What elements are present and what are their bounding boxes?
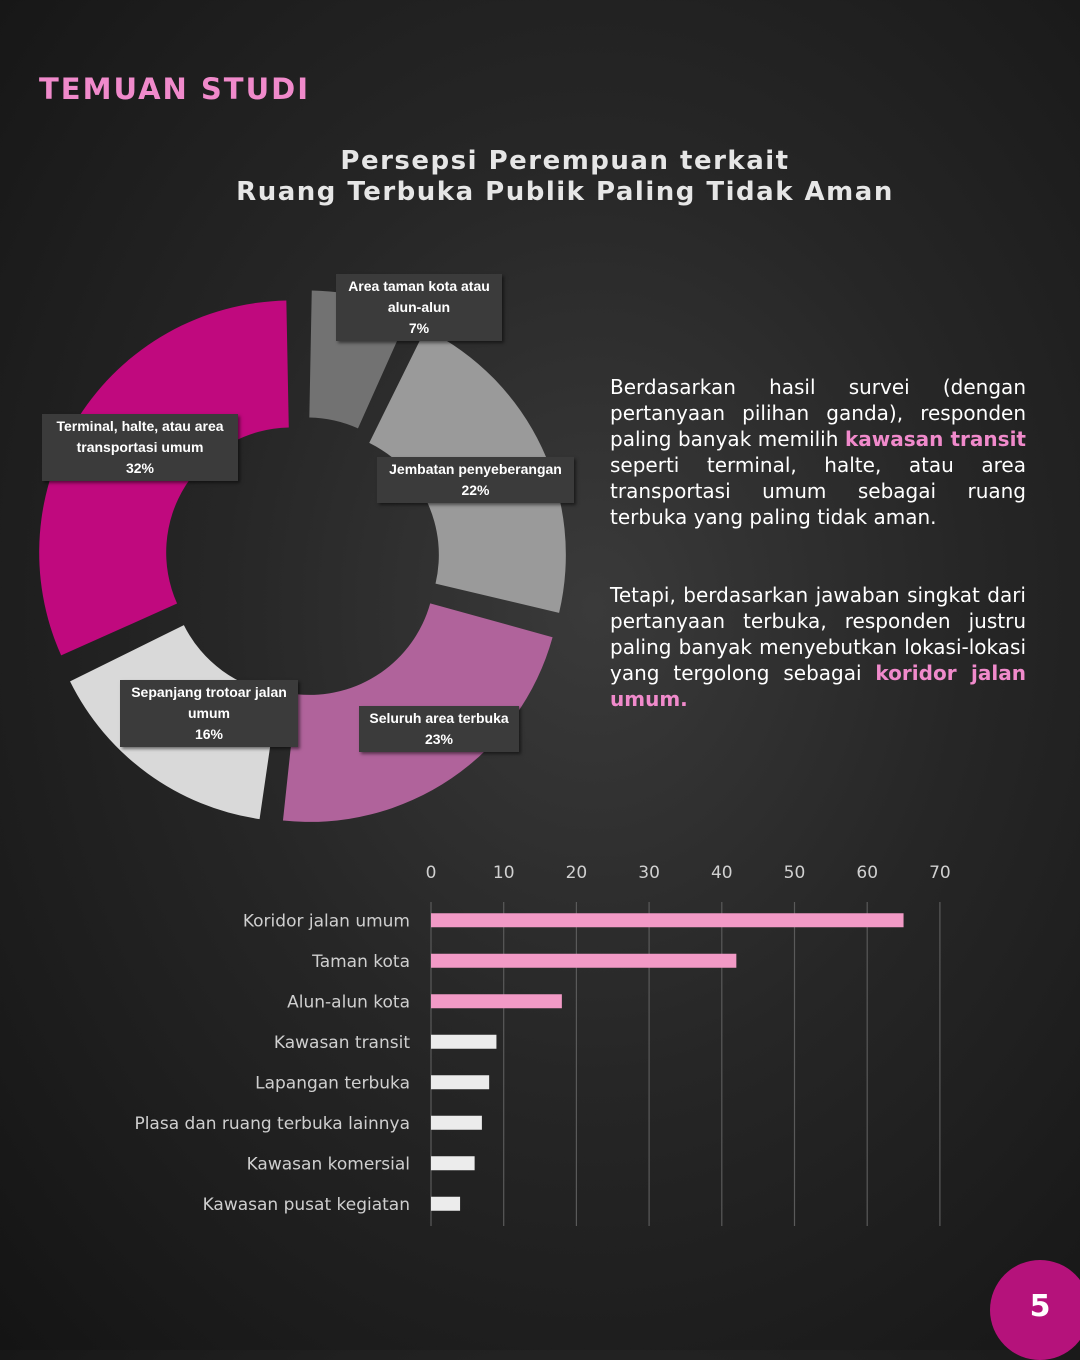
bar [431, 1156, 475, 1170]
category-label: Kawasan pusat kegiatan [202, 1194, 410, 1215]
callout-percent: 22% [461, 482, 490, 498]
callout-label: Area taman kota atau alun-alun [348, 278, 490, 315]
paragraph-text: Berdasarkan hasil survei (dengan pertanyaan pilihan ganda), responden paling banyak memilih [610, 375, 1026, 451]
paragraph-text: seperti terminal, halte, atau area transportasi umum sebagai ruang terbuka yang paling tidak aman. [610, 453, 1026, 529]
callout-trotoar [120, 680, 298, 747]
paragraph-survey [610, 374, 1026, 530]
category-label: Lapangan terbuka [255, 1073, 410, 1094]
callout-area-taman [336, 274, 502, 341]
category-label: Kawasan transit [273, 1032, 410, 1053]
callout-percent: 16% [194, 726, 224, 742]
section-title: TEMUAN STUDI [39, 72, 310, 106]
chart-title-line1: Persepsi Perempuan terkait [340, 146, 790, 176]
x-tick-label: 50 [783, 863, 806, 883]
x-tick-label: 60 [856, 863, 879, 883]
category-label: Taman kota [312, 951, 410, 972]
bar [431, 954, 736, 968]
bar [431, 1197, 460, 1211]
callout-percent: 32% [125, 460, 155, 476]
category-label: Koridor jalan umum [242, 911, 410, 932]
category-label: Kawasan komersial [246, 1154, 410, 1175]
chart-title-line2: Ruang Terbuka Publik Paling Tidak Aman [236, 177, 894, 207]
page-number: 5 [1029, 1289, 1051, 1324]
bar [431, 994, 562, 1008]
category-label: Alun-alun kota [287, 992, 410, 1013]
bar [431, 913, 904, 927]
bar [431, 1116, 482, 1130]
x-tick-label: 0 [425, 863, 437, 883]
callout-percent: 23% [424, 731, 454, 747]
callout-label: Terminal, halte, atau area transportasi umum [56, 418, 224, 455]
callout-jembatan [377, 457, 574, 503]
x-tick-label: 20 [565, 863, 588, 883]
paragraph-text: Tetapi, berdasarkan jawaban singkat dari pertanyaan terbuka, responden justru paling banyak menyebutkan lokasi-lokasi yang tergolong sebagai [610, 583, 1026, 685]
bar [431, 1035, 496, 1049]
callout-percent: 7% [408, 320, 430, 336]
x-tick-label: 10 [492, 863, 515, 883]
callout-label: Jembatan penyeberangan [389, 461, 562, 477]
chart-title [160, 146, 970, 208]
callout-label: Seluruh area terbuka [369, 710, 509, 726]
callout-label: Sepanjang trotoar jalan umum [131, 684, 287, 721]
bar-chart [0, 850, 1000, 1230]
highlight-text: kawasan transit [844, 427, 1026, 451]
callout-seluruh-area [359, 706, 519, 752]
highlight-text: koridor jalan umum. [610, 661, 1026, 711]
callout-terminal [42, 414, 238, 481]
paragraph-open-question [610, 582, 1026, 712]
bar [431, 1075, 489, 1089]
x-tick-label: 70 [929, 863, 951, 883]
x-tick-label: 40 [710, 863, 733, 883]
category-label: Plasa dan ruang terbuka lainnya [134, 1113, 410, 1134]
x-tick-label: 30 [638, 863, 660, 883]
